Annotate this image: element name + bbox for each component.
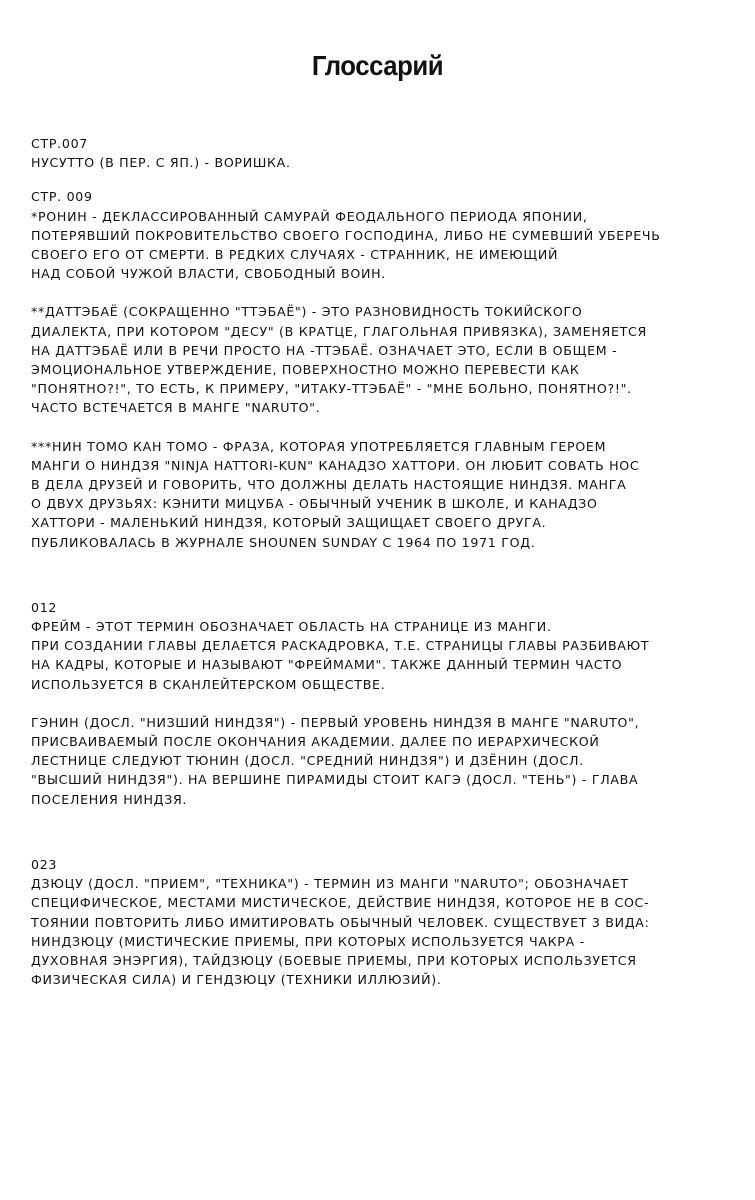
glossary-section <box>31 855 731 989</box>
entry-line: СПЕЦИФИЧЕСКОЕ, МЕСТАМИ МИСТИЧЕСКОЕ, ДЕЙСТВИЕ НИНДЗЯ, КОТОРОЕ НЕ В СОС- <box>31 895 650 911</box>
entry-line: ДУХОВНАЯ ЭНЭРГИЯ), ТАЙДЗЮЦУ (БОЕВЫЕ ПРИЕМЫ, ПРИ КОТОРЫХ ИСПОЛЬЗУЕТСЯ <box>31 952 637 968</box>
entry-line: "ПОНЯТНО?!", ТО ЕСТЬ, К ПРИМЕРУ, "ИТАКУ-ТТЭБАЁ" - "МНЕ БОЛЬНО, ПОНЯТНО?!". <box>31 381 632 397</box>
entry-line: НА КАДРЫ, КОТОРЫЕ И НАЗЫВАЮТ "ФРЕЙМАМИ". ТАКЖЕ ДАННЫЙ ТЕРМИН ЧАСТО <box>31 657 623 673</box>
section-heading: СТР. 009 <box>31 189 93 205</box>
entry-line: ЭМОЦИОНАЛЬНОЕ УТВЕРЖДЕНИЕ, ПОВЕРХНОСТНО МОЖНО ПЕРЕВЕСТИ КАК <box>31 362 580 378</box>
glossary-entry <box>31 713 731 809</box>
glossary-section <box>31 598 731 809</box>
entry-line: ПУБЛИКОВАЛАСЬ В ЖУРНАЛЕ SHOUNEN SUNDAY С 1964 ПО 1971 ГОД. <box>31 534 536 550</box>
entry-line: НА ДАТТЭБАЁ ИЛИ В РЕЧИ ПРОСТО НА -ТТЭБАЁ. ОЗНАЧАЕТ ЭТО, ЕСЛИ В ОБЩЕМ - <box>31 342 618 358</box>
glossary-entry <box>31 874 731 989</box>
entry-line: О ДВУХ ДРУЗЬЯХ: КЭНИТИ МИЦУБА - ОБЫЧНЫЙ УЧЕНИК В ШКОЛЕ, И КАНАДЗО <box>31 496 598 512</box>
glossary-entry <box>31 617 731 694</box>
entry-line: ПРИ СОЗДАНИИ ГЛАВЫ ДЕЛАЕТСЯ РАСКАДРОВКА, Т.Е. СТРАНИЦЫ ГЛАВЫ РАЗБИВАЮТ <box>31 638 650 654</box>
entry-line: ТОЯНИИ ПОВТОРИТЬ ЛИБО ИМИТИРОВАТЬ ОБЫЧНЫЙ ЧЕЛОВЕК. СУЩЕСТВУЕТ 3 ВИДА: <box>31 914 650 930</box>
entry-line: ПОСЕЛЕНИЯ НИНДЗЯ. <box>31 791 188 807</box>
entry-line: ДЗЮЦУ (ДОСЛ. "ПРИЕМ", "ТЕХНИКА") - ТЕРМИН ИЗ МАНГИ "NARUTO"; ОБОЗНАЧАЕТ <box>31 876 629 892</box>
section-heading: 012 <box>31 599 58 615</box>
glossary-entry <box>31 207 731 284</box>
glossary-section <box>31 134 731 172</box>
entry-line: ДИАЛЕКТА, ПРИ КОТОРОМ "ДЕСУ" (В КРАТЦЕ, ГЛАГОЛЬНАЯ ПРИВЯЗКА), ЗАМЕНЯЕТСЯ <box>31 323 647 339</box>
entry-line: ЛЕСТНИЦЕ СЛЕДУЮТ ТЮНИН (ДОСЛ. "СРЕДНИЙ НИНДЗЯ") И ДЗЁНИН (ДОСЛ. <box>31 753 584 769</box>
entry-line: ФИЗИЧЕСКАЯ СИЛА) И ГЕНДЗЮЦУ (ТЕХНИКИ ИЛЛЮЗИЙ). <box>31 972 442 988</box>
entry-line: "ВЫСШИЙ НИНДЗЯ"). НА ВЕРШИНЕ ПИРАМИДЫ СТОИТ КАГЭ (ДОСЛ. "ТЕНЬ") - ГЛАВА <box>31 772 639 788</box>
entry-line: ***НИН ТОМО КАН ТОМО - ФРАЗА, КОТОРАЯ УПОТРЕБЛЯЕТСЯ ГЛАВНЫМ ГЕРОЕМ <box>31 438 607 454</box>
entry-line: МАНГИ О НИНДЗЯ "NINJA HATTORI-KUN" КАНАДЗО ХАТТОРИ. ОН ЛЮБИТ СОВАТЬ НОС <box>31 457 640 473</box>
entry-line: В ДЕЛА ДРУЗЕЙ И ГОВОРИТЬ, ЧТО ДОЛЖНЫ ДЕЛАТЬ НАСТОЯЩИЕ НИНДЗЯ. МАНГА <box>31 477 627 493</box>
entry-line: ХАТТОРИ - МАЛЕНЬКИЙ НИНДЗЯ, КОТОРЫЙ ЗАЩИЩАЕТ СВОЕГО ДРУГА. <box>31 515 547 531</box>
section-heading: СТР.007 <box>31 136 89 151</box>
glossary-content <box>31 134 731 989</box>
page-title: Глоссарий <box>311 50 444 81</box>
entry-line: ИСПОЛЬЗУЕТСЯ В СКАНЛЕЙТЕРСКОМ ОБЩЕСТВЕ. <box>31 676 386 692</box>
entry-line: ПРИСВАИВАЕМЫЙ ПОСЛЕ ОКОНЧАНИЯ АКАДЕМИИ. ДАЛЕЕ ПО ИЕРАРХИЧЕСКОЙ <box>31 734 600 750</box>
entry-line: СВОЕГО ЕГО ОТ СМЕРТИ. В РЕДКИХ СЛУЧАЯХ - СТРАННИК, НЕ ИМЕЮЩИЙ <box>31 247 559 263</box>
glossary-entry <box>31 437 731 552</box>
section-heading: 023 <box>31 856 58 872</box>
entry-line: ЧАСТО ВСТЕЧАЕТСЯ В МАНГЕ "NARUTO". <box>31 400 321 416</box>
entry-line: **ДАТТЭБАЁ (СОКРАЩЕННО "ТТЭБАЁ") - ЭТО РАЗНОВИДНОСТЬ ТОКИЙСКОГО <box>31 304 583 320</box>
entry-line: ФРЕЙМ - ЭТОТ ТЕРМИН ОБОЗНАЧАЕТ ОБЛАСТЬ НА СТРАНИЦЕ ИЗ МАНГИ. <box>31 619 552 635</box>
glossary-section <box>31 187 731 551</box>
entry-line: *РОНИН - ДЕКЛАССИРОВАННЫЙ САМУРАЙ ФЕОДАЛЬНОГО ПЕРИОДА ЯПОНИИ, <box>31 208 588 224</box>
entry-line: НУСУТТО (В ПЕР. С ЯП.) - ВОРИШКА. <box>31 155 291 171</box>
entry-line: НАД СОБОЙ ЧУЖОЙ ВЛАСТИ, СВОБОДНЫЙ ВОИН. <box>31 266 386 282</box>
glossary-entry <box>31 302 731 417</box>
entry-line: НИНДЗЮЦУ (МИСТИЧЕСКИЕ ПРИЕМЫ, ПРИ КОТОРЫХ ИСПОЛЬЗУЕТСЯ ЧАКРА - <box>31 933 585 949</box>
entry-line: ГЭНИН (ДОСЛ. "НИЗШИЙ НИНДЗЯ") - ПЕРВЫЙ УРОВЕНЬ НИНДЗЯ В МАНГЕ "NARUTO", <box>31 714 640 730</box>
entry-line: ПОТЕРЯВШИЙ ПОКРОВИТЕЛЬСТВО СВОЕГО ГОСПОДИНА, ЛИБО НЕ СУМЕВШИЙ УБЕРЕЧЬ <box>31 227 661 243</box>
